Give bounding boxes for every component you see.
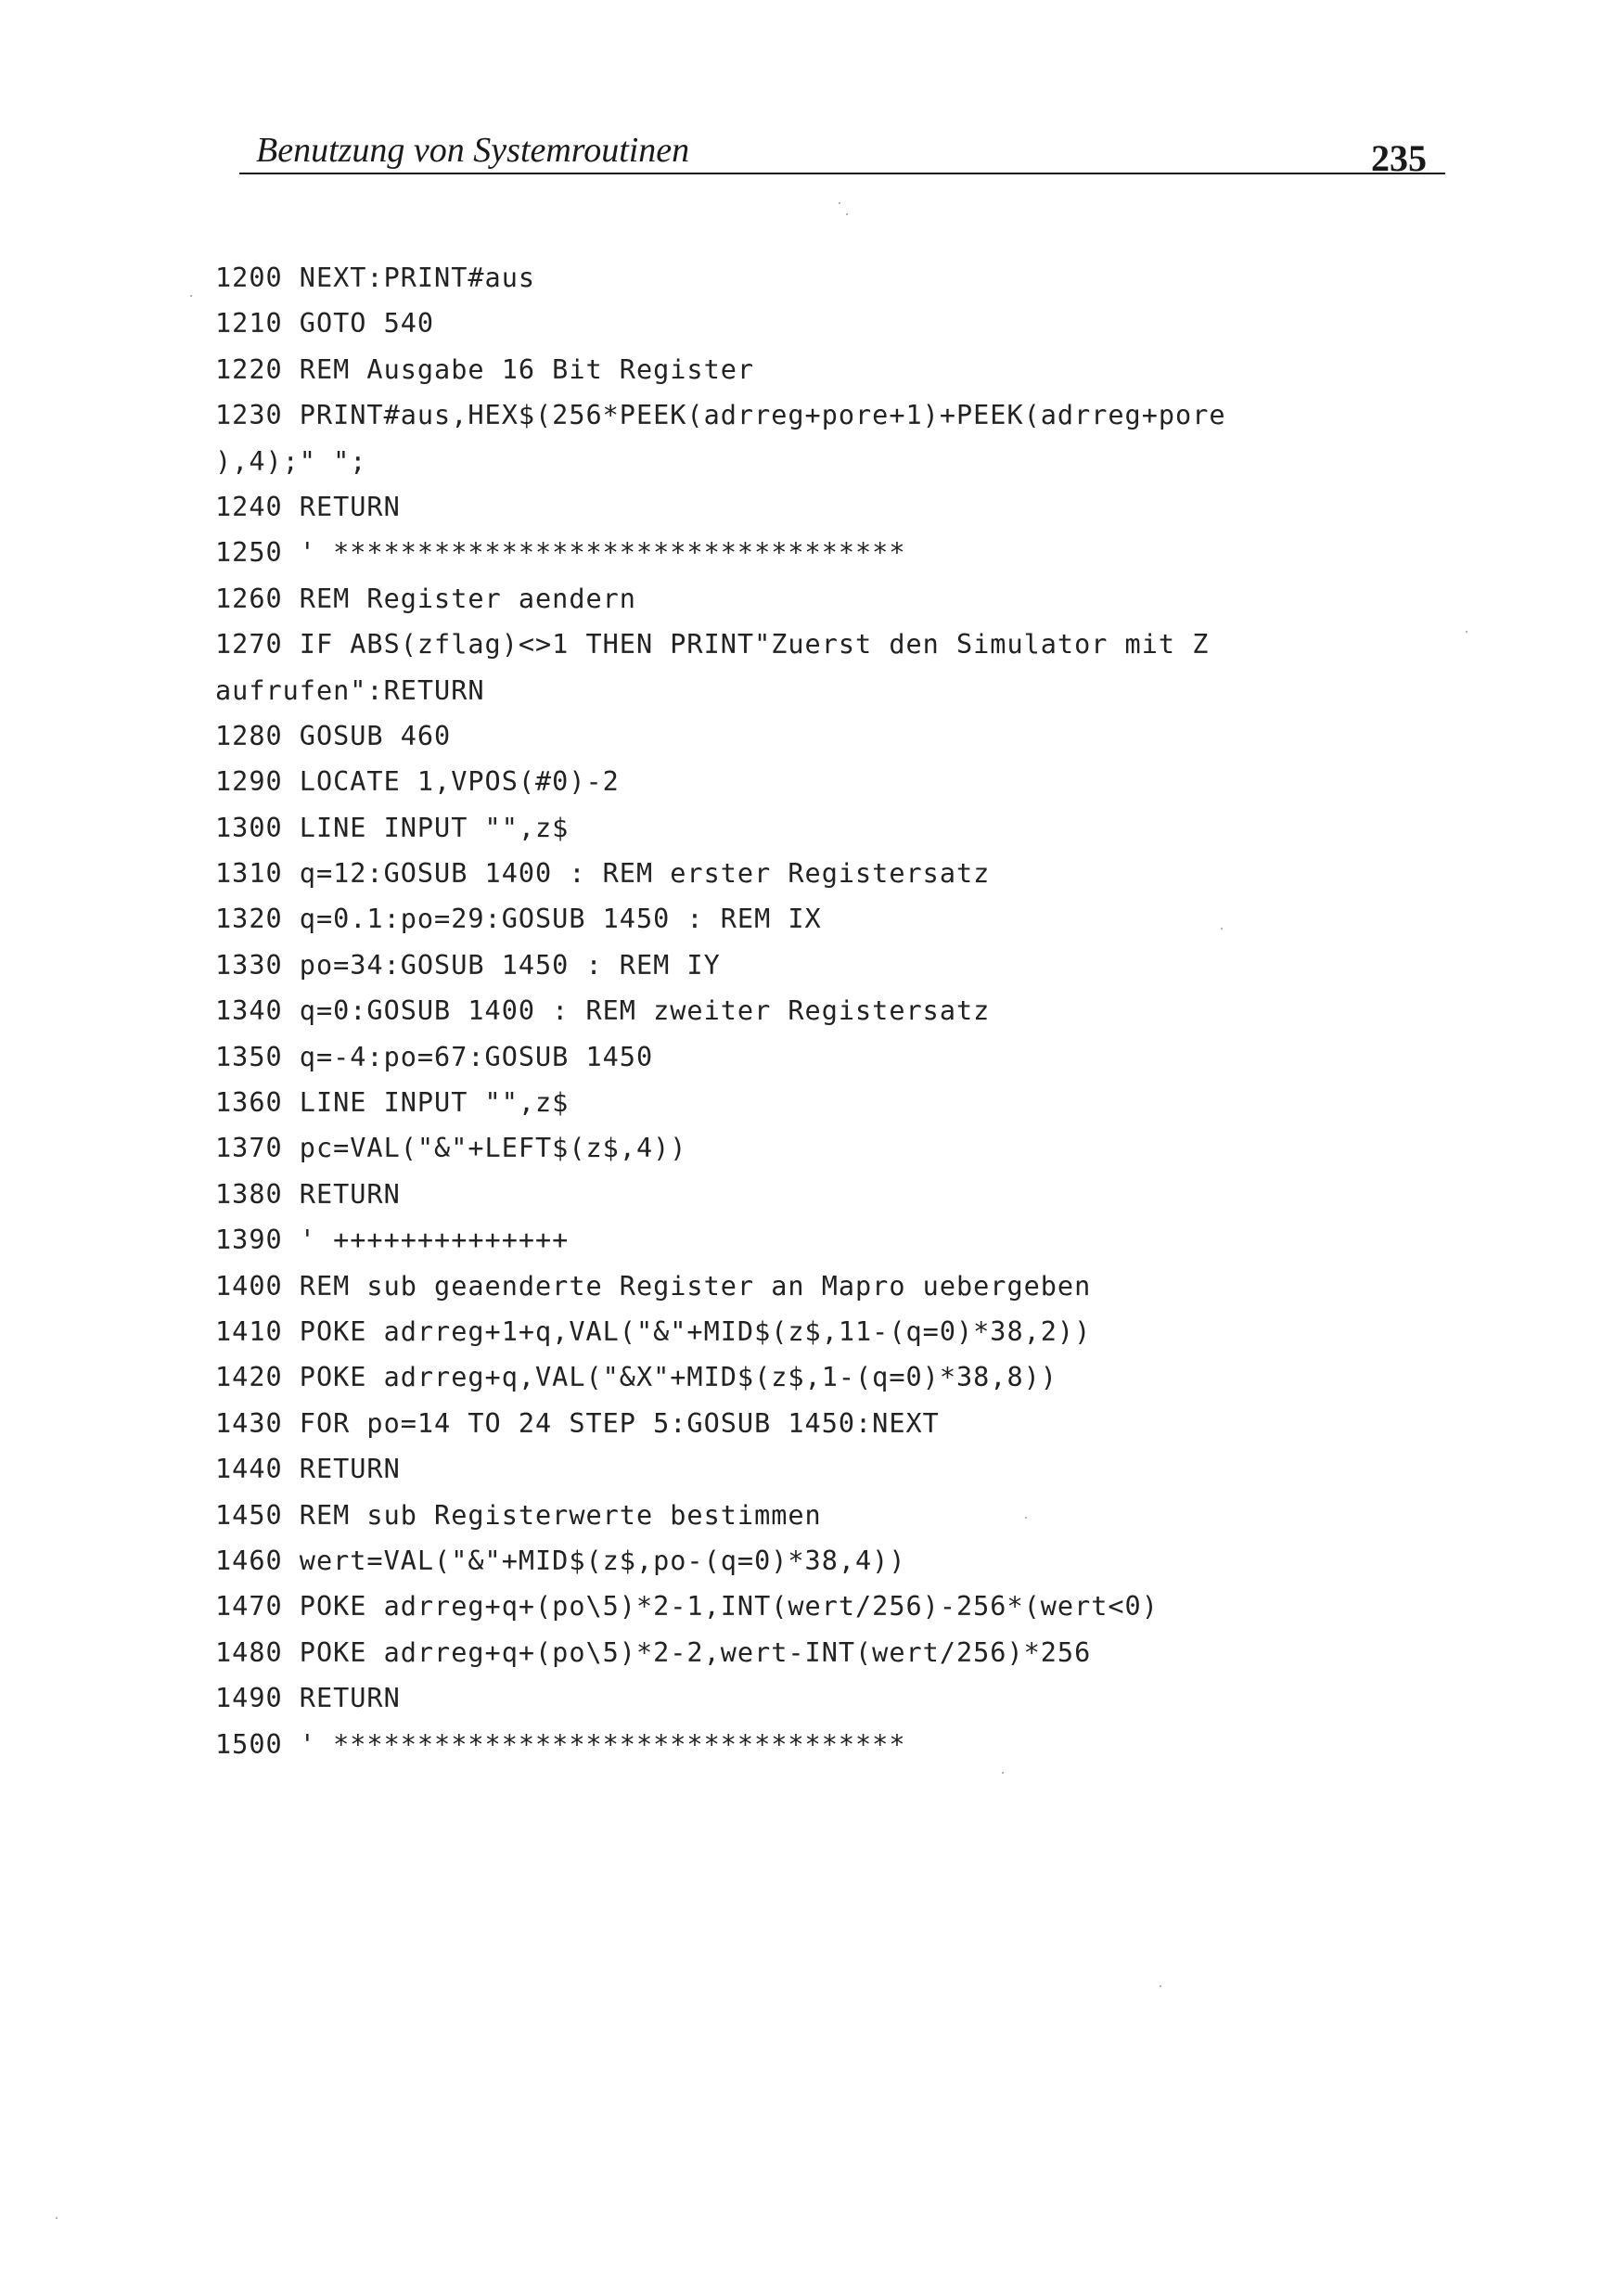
scan-speck	[839, 202, 840, 204]
scan-speck	[1221, 928, 1223, 930]
code-line: 1420 POKE adrreg+q,VAL("&X"+MID$(z$,1-(q=0)*38,8))	[215, 1362, 1057, 1393]
code-line: 1500 ' **********************************	[215, 1728, 906, 1760]
code-line: 1280 GOSUB 460	[215, 720, 452, 751]
scan-speck	[56, 2217, 58, 2219]
scan-speck	[846, 213, 848, 215]
code-line: 1330 po=34:GOSUB 1450 : REM IY	[215, 949, 721, 981]
code-line: 1380 RETURN	[215, 1178, 401, 1210]
scan-speck	[1466, 631, 1468, 633]
code-line: 1290 LOCATE 1,VPOS(#0)-2	[215, 766, 620, 798]
code-line: 1400 REM sub geaenderte Register an Mapro uebergeben	[215, 1270, 1092, 1302]
code-line: 1390 ' ++++++++++++++	[215, 1225, 570, 1256]
scan-speck	[1025, 1517, 1027, 1519]
chapter-title: Benutzung von Systemroutinen	[256, 131, 690, 170]
code-line: 1210 GOTO 540	[215, 308, 435, 340]
code-line: 1370 pc=VAL("&"+LEFT$(z$,4))	[215, 1133, 687, 1164]
code-line: 1300 LINE INPUT "",z$	[215, 812, 570, 843]
scan-speck	[1002, 1772, 1004, 1774]
code-line: 1250 ' **********************************	[215, 537, 906, 569]
code-line: 1340 q=0:GOSUB 1400 : REM zweiter Registersatz	[215, 995, 991, 1027]
code-line: 1310 q=12:GOSUB 1400 : REM erster Registersatz	[215, 858, 991, 890]
basic-code-listing	[215, 255, 1477, 1767]
scan-speck	[190, 295, 192, 297]
code-line: 1480 POKE adrreg+q+(po\5)*2-2,wert-INT(wert/256)*256	[215, 1636, 1092, 1668]
code-line: 1270 IF ABS(zflag)<>1 THEN PRINT"Zuerst den Simulator mit Z	[215, 629, 1210, 661]
code-line: 1320 q=0.1:po=29:GOSUB 1450 : REM IX	[215, 904, 822, 935]
code-line: aufrufen":RETURN	[215, 674, 485, 706]
code-line: 1260 REM Register aendern	[215, 583, 636, 614]
code-line: 1360 LINE INPUT "",z$	[215, 1087, 570, 1119]
scan-speck	[1160, 1985, 1161, 1987]
code-line: 1410 POKE adrreg+1+q,VAL("&"+MID$(z$,11-(q=0)*38,2))	[215, 1315, 1092, 1347]
page-number: 235	[1371, 137, 1427, 179]
code-line: 1490 RETURN	[215, 1683, 401, 1714]
code-line: 1200 NEXT:PRINT#aus	[215, 263, 536, 293]
code-line: 1450 REM sub Registerwerte bestimmen	[215, 1499, 822, 1531]
code-line: 1230 PRINT#aus,HEX$(256*PEEK(adrreg+pore+1)+PEEK(adrreg+pore	[215, 400, 1226, 431]
code-line: 1430 FOR po=14 TO 24 STEP 5:GOSUB 1450:NEXT	[215, 1407, 940, 1439]
code-line: ),4);" ";	[215, 445, 367, 477]
code-line: 1440 RETURN	[215, 1454, 401, 1485]
code-line: 1470 POKE adrreg+q+(po\5)*2-1,INT(wert/256)-256*(wert<0)	[215, 1591, 1159, 1623]
code-line: 1240 RETURN	[215, 491, 401, 522]
code-line: 1460 wert=VAL("&"+MID$(z$,po-(q=0)*38,4))	[215, 1545, 906, 1576]
running-header	[239, 119, 1445, 179]
code-line: 1220 REM Ausgabe 16 Bit Register	[215, 353, 755, 385]
code-line: 1350 q=-4:po=67:GOSUB 1450	[215, 1041, 654, 1072]
